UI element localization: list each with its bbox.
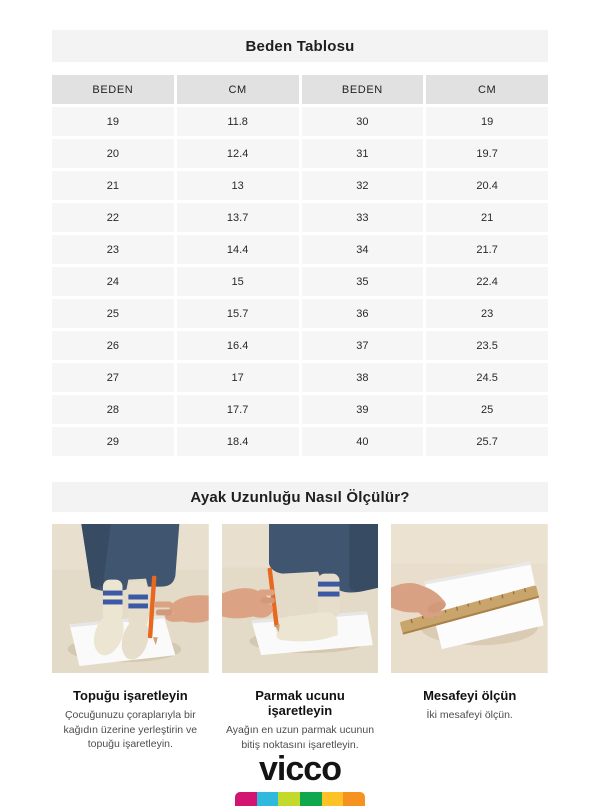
step-heading: Mesafeyi ölçün xyxy=(423,688,517,703)
cell-size: 32 xyxy=(302,171,424,200)
cell-size: 22 xyxy=(52,203,174,232)
brand-rainbow-bar xyxy=(235,792,365,806)
cell-size: 24 xyxy=(52,267,174,296)
cell-cm: 18.4 xyxy=(177,427,299,456)
size-table-title: Beden Tablosu xyxy=(52,30,548,62)
measure-section-title: Ayak Uzunluğu Nasıl Ölçülür? xyxy=(52,482,548,512)
brand-bar-segment-lime xyxy=(278,792,300,806)
column-header-beden-right: BEDEN xyxy=(302,75,424,104)
cell-size: 28 xyxy=(52,395,174,424)
cell-cm: 21 xyxy=(426,203,548,232)
cell-size: 36 xyxy=(302,299,424,328)
column-header-cm-right: CM xyxy=(426,75,548,104)
brand-bar-segment-cyan xyxy=(257,792,279,806)
brand-bar-segment-pink xyxy=(235,792,257,806)
cell-cm: 25.7 xyxy=(426,427,548,456)
cell-size: 21 xyxy=(52,171,174,200)
cell-size: 40 xyxy=(302,427,424,456)
cell-cm: 15.7 xyxy=(177,299,299,328)
cell-cm: 16.4 xyxy=(177,331,299,360)
cell-cm: 23 xyxy=(426,299,548,328)
ruler-measuring-photo xyxy=(391,524,548,673)
cell-size: 38 xyxy=(302,363,424,392)
step-heading: Topuğu işaretleyin xyxy=(73,688,188,703)
size-table xyxy=(52,75,548,456)
brand-bar-segment-green xyxy=(300,792,322,806)
cell-size: 25 xyxy=(52,299,174,328)
cell-size: 33 xyxy=(302,203,424,232)
cell-cm: 12.4 xyxy=(177,139,299,168)
measure-steps xyxy=(52,524,548,752)
cell-size: 34 xyxy=(302,235,424,264)
cell-cm: 15 xyxy=(177,267,299,296)
cell-size: 29 xyxy=(52,427,174,456)
cell-cm: 13.7 xyxy=(177,203,299,232)
cell-size: 30 xyxy=(302,107,424,136)
toe-marking-photo xyxy=(222,524,379,673)
cell-size: 26 xyxy=(52,331,174,360)
step-heading: Parmak ucunu işaretleyin xyxy=(255,688,345,718)
column-header-cm-left: CM xyxy=(177,75,299,104)
cell-cm: 21.7 xyxy=(426,235,548,264)
cell-size: 23 xyxy=(52,235,174,264)
measure-step-heel xyxy=(52,524,209,752)
measure-step-toe xyxy=(222,524,379,752)
cell-size: 31 xyxy=(302,139,424,168)
cell-size: 20 xyxy=(52,139,174,168)
cell-cm: 24.5 xyxy=(426,363,548,392)
cell-cm: 22.4 xyxy=(426,267,548,296)
step-description: İki mesafeyi ölçün. xyxy=(426,709,513,721)
cell-cm: 17.7 xyxy=(177,395,299,424)
cell-size: 19 xyxy=(52,107,174,136)
cell-size: 39 xyxy=(302,395,424,424)
cell-cm: 25 xyxy=(426,395,548,424)
cell-size: 37 xyxy=(302,331,424,360)
step-description: Ayağın en uzun parmak ucunun bitiş noktasını işaretleyin. xyxy=(225,724,375,751)
cell-cm: 14.4 xyxy=(177,235,299,264)
step-description: Çocuğunuzu çoraplarıyla bir kağıdın üzerine yerleştirin ve topuğu işaretleyin. xyxy=(63,709,198,751)
cell-cm: 11.8 xyxy=(177,107,299,136)
measure-step-distance xyxy=(391,524,548,752)
cell-cm: 19.7 xyxy=(426,139,548,168)
brand-bar-segment-orange xyxy=(343,792,365,806)
cell-cm: 17 xyxy=(177,363,299,392)
vicco-logo: vicco xyxy=(259,750,341,789)
cell-cm: 19 xyxy=(426,107,548,136)
cell-cm: 20.4 xyxy=(426,171,548,200)
cell-size: 27 xyxy=(52,363,174,392)
brand-bar-segment-yellow xyxy=(322,792,344,806)
cell-cm: 13 xyxy=(177,171,299,200)
cell-cm: 23.5 xyxy=(426,331,548,360)
cell-size: 35 xyxy=(302,267,424,296)
footer xyxy=(52,752,548,806)
child-heel-marking-photo xyxy=(52,524,209,673)
column-header-beden-left: BEDEN xyxy=(52,75,174,104)
